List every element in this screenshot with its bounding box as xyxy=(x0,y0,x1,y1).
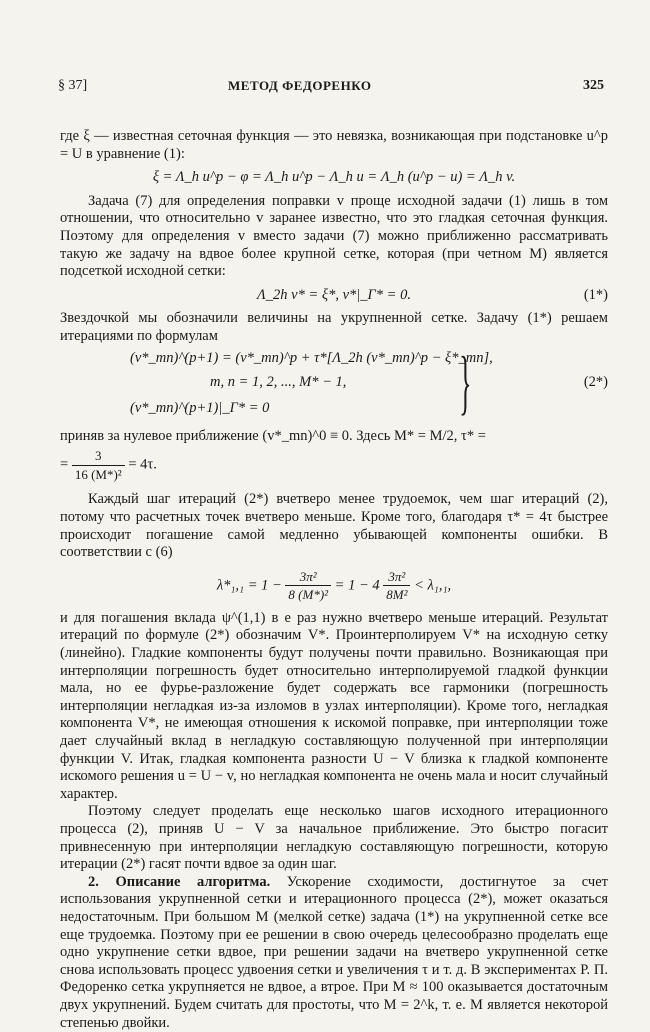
page-number: 325 xyxy=(583,78,604,93)
paragraph-6: и для погашения вклада ψ^(1,1) в e раз нужно вчетверо меньше итераций. Результат итераций по формуле (2*) обозначим V*. Проинтерполируем V* на исходную сетку (линейно). Гладкие компоненты будут получены почти правильно. Возникающая при интерполяции погрешность будет относительно интерполируемой гладкой функции мала, но ее фурье-разложение будет содержать все гармоники (погрешность интерполяции негладкая из-за изломов в узлах интерполяции). Кроме того, негладкая компонента V*, не имеющая отношения к искомой поправке, при интерполяции тоже дает случайный вклад в негладкую составляющую полученной при интерполяции функции V. Итак, гладкая компонента разности U − V близка к гладкой компоненте искомого решения u = U − v, но негладкая компонента не очень мала и носит случайный характер. xyxy=(60,609,608,802)
system-line-2: m, n = 1, 2, ..., M* − 1, xyxy=(210,373,347,390)
tau-fraction-numerator: 3 xyxy=(72,447,125,466)
lambda-right: < λ₁,₁, xyxy=(414,577,452,594)
system-line-3: (v*_mn)^(p+1)|_Γ* = 0 xyxy=(130,399,270,416)
equation-system-2-star xyxy=(60,341,608,424)
lambda-fraction-1 xyxy=(285,568,331,604)
right-brace: } xyxy=(459,341,472,422)
subsection-title: 2. Описание алгоритма. xyxy=(88,873,271,890)
equation-1-star-body: Λ_2h v* = ξ*, v*|_Γ* = 0. xyxy=(257,286,411,303)
paragraph-2: Задача (7) для определения поправки v проще исходной задачи (1) лишь в том отношении, что относительно v заранее известно, что это гладкая сеточная функция. Поэтому для определения v вместо задачи (7) можно приближенно рассматривать такую же задачу на вдвое более крупной сетке, которая (при четном M) является подсеткой исходной сетки: xyxy=(60,192,608,280)
lambda-fraction-1-denominator: 8 (M*)² xyxy=(288,587,329,603)
tau-eq-prefix: = xyxy=(60,456,69,473)
lambda-fraction-2 xyxy=(383,568,410,604)
equation-number-2-star: (2*) xyxy=(583,373,608,390)
paragraph-8-text: Ускорение сходимости, достигнутое за счет использования укрупненной сетки и итерационного процесса (2*), может оказаться недостаточным. При большом M (мелкой сетке) задача (1*) на укрупненной сетке все еще трудоемка. Поэтому при ее решении в свою очередь целесообразно проделать еще одно укрупнение сетки вдвое, при решении задачи на вчетверо укрупненной сетке снова использовать процесс удвоения сетки и увеличения τ и т. д. В экспериментах Р. П. Федоренко сетка укрупняется не вдвое, а втрое. При M ≈ 100 оказывается достаточным двух укрупнений. Будем считать для простоты, что M = 2^k, т. е. M является некоторой степенью двойки. xyxy=(60,873,608,1031)
paragraph-7: Поэтому следует проделать еще несколько шагов исходного итерационного процесса (2), приняв U − V за начальное приближение. Это быстро погасит привнесенную при интерполяции негладкую составляющую погрешности, которую итерации (2*) гасят почти вдвое за один шаг. xyxy=(60,803,608,873)
tau-fraction xyxy=(72,447,125,483)
equation-number-1-star: (1*) xyxy=(583,286,608,303)
tau-fraction-denominator: 16 (M*)² xyxy=(74,466,122,482)
page-body xyxy=(60,128,608,1032)
paragraph-1: где ξ — известная сеточная функция — это невязка, возникающая при подстановке u^p = U в уравнение (1): xyxy=(60,128,608,162)
lambda-fraction-2-numerator: 3π² xyxy=(383,568,410,587)
paragraph-4: приняв за нулевое приближение (v*_mn)^0 ≡ 0. Здесь M* = M/2, τ* = xyxy=(60,427,486,444)
equation-lambda xyxy=(60,568,608,604)
paragraph-8 xyxy=(60,874,608,1032)
lambda-middle: = 1 − 4 xyxy=(334,577,380,594)
paragraph-3: Звездочкой мы обозначили величины на укрупненной сетке. Задачу (1*) решаем итерациями по формулам xyxy=(60,310,608,344)
page-header xyxy=(58,78,604,98)
equation-residual: ξ = Λ_h u^p − φ = Λ_h u^p − Λ_h u = Λ_h (u^p − u) = Λ_h v. xyxy=(152,169,516,186)
section-marker: § 37] xyxy=(58,78,88,93)
tau-eq-suffix: = 4τ. xyxy=(128,456,157,473)
lambda-left: λ*₁,₁ = 1 − xyxy=(216,577,282,594)
tau-star-formula xyxy=(60,447,608,483)
paragraph-5: Каждый шаг итераций (2*) вчетверо менее трудоемок, чем шаг итераций (2), потому что расчетных точек вчетверо меньше. Кроме того, благодаря τ* = 4τ быстрее происходит погашение самой медленно убывающей компоненты ошибки. В соответствии с (6) xyxy=(60,491,608,561)
lambda-fraction-2-denominator: 8M² xyxy=(386,587,408,603)
system-line-1: (v*_mn)^(p+1) = (v*_mn)^p + τ*[Λ_2h (v*_mn)^p − ξ*_mn], xyxy=(130,349,493,366)
running-title: МЕТОД ФЕДОРЕНКО xyxy=(228,78,372,93)
equation-1-star xyxy=(60,287,608,305)
lambda-fraction-1-numerator: 3π² xyxy=(285,568,331,587)
